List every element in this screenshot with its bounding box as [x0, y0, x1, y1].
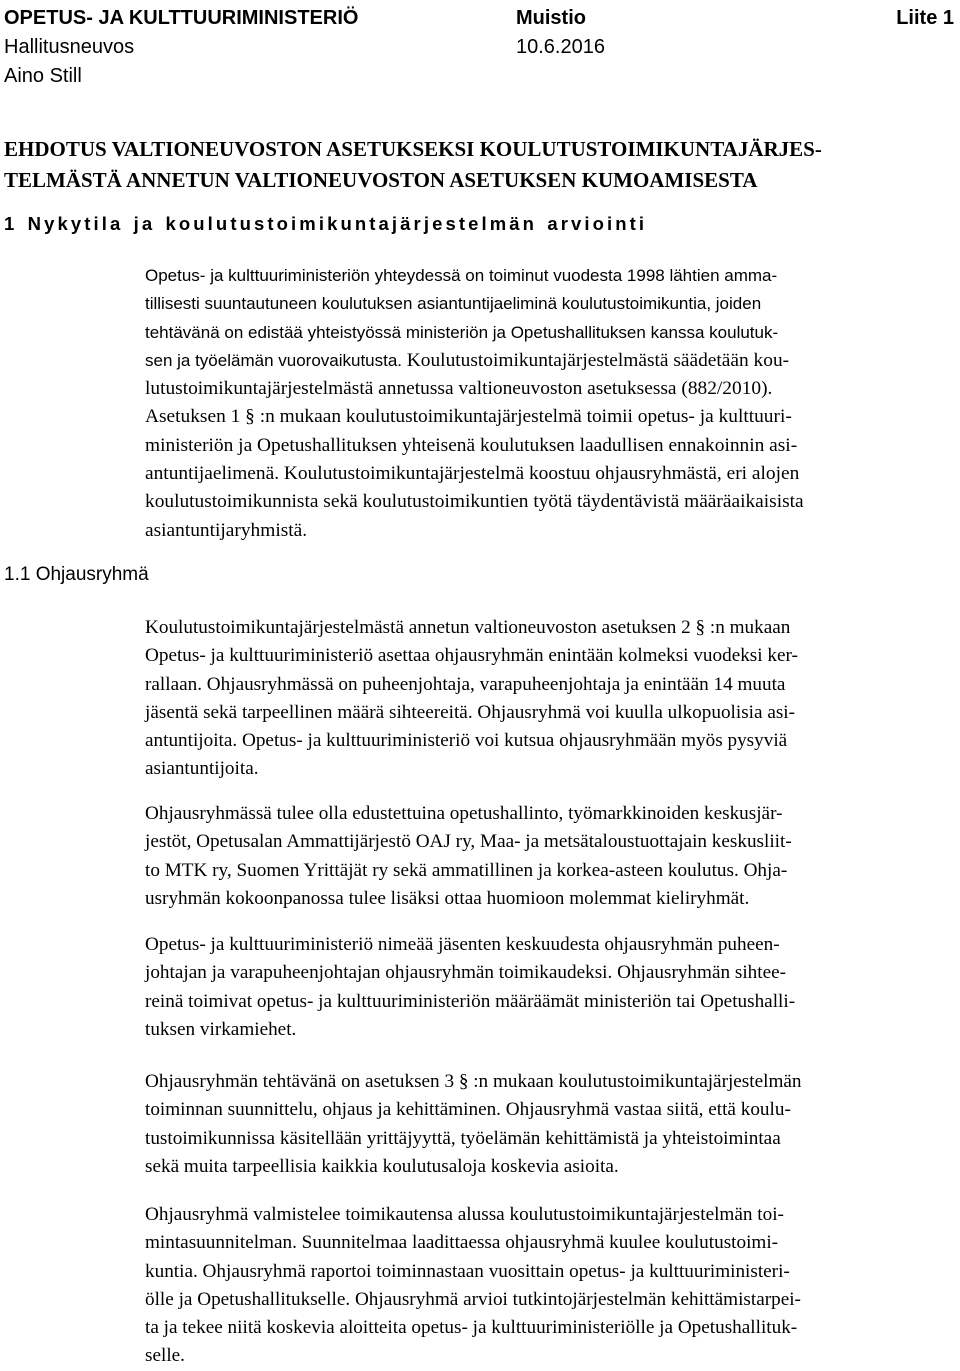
paragraph-line: ölle ja Opetushallitukselle. Ohjausryhmä arvioi tutkintojärjestelmän kehittämistarpei-: [145, 1288, 801, 1310]
paragraph-line: tustoimikunnissa käsitellään yrittäjyyttä, työelämän kehittämistä ja yhteistoimintaa: [145, 1127, 781, 1149]
line-part: sen ja työelämän vuorovaikutusta.: [145, 350, 403, 370]
title-line: TELMÄSTÄ ANNETUN VALTIONEUVOSTON ASETUKSEN KUMOAMISESTA: [4, 168, 758, 192]
paragraph-line: ta ja tekee niitä koskevia aloitteita opetus- ja kulttuuriministeriölle ja Opetushallituk-: [145, 1317, 798, 1339]
paragraph-line: tillisesti suuntautuneen koulutuksen asiantuntijaeliminä koulutustoimikuntia, joiden: [145, 294, 762, 314]
paragraph-line: Ohjausryhmä valmistelee toimikautensa alussa koulutustoimikuntajärjestelmän toi-: [145, 1204, 784, 1225]
paragraph-line: ministeriön ja Opetushallituksen yhteisenä koulutuksen laadullisen ennakoinnin asi-: [145, 434, 798, 456]
paragraph-line: usryhmän kokoonpanossa tulee lisäksi ottaa huomioon molemmat kieliryhmät.: [145, 887, 750, 909]
paragraph-line: Opetus- ja kulttuuriministeriö asettaa ohjausryhmän enintään kolmeksi vuodeksi ker-: [145, 645, 798, 667]
header-row-3: [4, 62, 956, 91]
title-line: EHDOTUS VALTIONEUVOSTON ASETUKSEKSI KOULUTUSTOIMIKUNTAJÄRJES-: [4, 137, 822, 161]
paragraph: [145, 931, 952, 1044]
paragraph-line: tuksen virkamiehet.: [145, 1018, 297, 1040]
paragraph-line: antuntijaelimenä. Koulutustoimikuntajärjestelmä koostuu ohjausryhmästä, eri alojen: [145, 463, 800, 485]
paragraph-line: jäsentä sekä tarpeellinen määrä sihteereitä. Ohjausryhmä voi kuulla ulkopuolisia asi-: [145, 701, 796, 723]
document-type: Muistio: [516, 7, 586, 29]
paragraph-line: Koulutustoimikuntajärjestelmästä annetun valtioneuvoston asetuksen 2 § :n mukaan: [145, 617, 791, 638]
document-date: 10.6.2016: [516, 36, 605, 58]
paragraph: [145, 1201, 952, 1371]
paragraph-line: reinä toimivat opetus- ja kulttuuriministeriön määräämät ministeriön tai Opetushalli-: [145, 990, 796, 1012]
paragraph-line: [145, 347, 952, 375]
paragraph-line: johtajan ja varapuheenjohtajan ohjausryhmän toimikaudeksi. Ohjausryhmän sihtee-: [145, 962, 787, 984]
paragraph-line: jestöt, Opetusalan Ammattijärjestö OAJ ry, Maa- ja metsätaloustuottajain keskusliit-: [145, 831, 792, 853]
ministry-name: OPETUS- JA KULTTUURIMINISTERIÖ: [4, 7, 359, 29]
paragraph-line: sekä muita tarpeellisia kaikkia koulutusaloja koskevia asioita.: [145, 1155, 619, 1177]
paragraph-line: tehtävänä on edistää yhteistyössä ministeriön ja Opetushallituksen kanssa koulutuk-: [145, 322, 779, 342]
section-heading-1-1: 1.1 Ohjausryhmä: [4, 564, 149, 585]
attachment-label: Liite 1: [896, 7, 954, 29]
paragraph-line: Opetus- ja kulttuuriministeriön yhteydessä on toiminut vuodesta 1998 lähtien amma-: [145, 266, 778, 285]
paragraph-line: asiantuntijoita.: [145, 758, 259, 780]
paragraph-line: selle.: [145, 1345, 185, 1367]
paragraph-line: Asetuksen 1 § :n mukaan koulutustoimikuntajärjestelmä toimii opetus- ja kulttuuri-: [145, 406, 792, 428]
paragraph-line: Ohjausryhmässä tulee olla edustettuina opetushallinto, työmarkkinoiden keskusjär-: [145, 803, 783, 824]
paragraph-line: antuntijoita. Opetus- ja kulttuuriministeriö voi kutsua ohjausryhmään myös pysyviä: [145, 730, 788, 752]
paragraph: [145, 1068, 952, 1181]
paragraph-line: asiantuntijaryhmistä.: [145, 519, 308, 541]
paragraph-line: lutustoimikuntajärjestelmästä annetussa valtioneuvoston asetuksessa (882/2010).: [145, 378, 773, 400]
paragraph-line: koulutustoimikunnista sekä koulutustoimikuntien työtä täydentävistä määräaikaisista: [145, 491, 804, 513]
author-name: Aino Still: [4, 65, 82, 87]
line-part-serif: Koulutustoimikuntajärjestelmästä säädetään kou-: [406, 349, 790, 371]
meeting-name: Hallitusneuvos: [4, 36, 135, 58]
section-heading-1: 1 Nykytila ja koulutustoimikuntajärjestelmän arviointi: [4, 213, 648, 234]
document-header: [4, 4, 956, 91]
paragraph: [145, 800, 952, 913]
document-title: [4, 134, 944, 196]
paragraph-line: to MTK ry, Suomen Yrittäjät ry sekä ammatillinen ja korkea-asteen koulutus. Ohja-: [145, 859, 788, 881]
paragraph-line: rallaan. Ohjausryhmässä on puheenjohtaja, varapuheenjohtaja ja enintään 14 muuta: [145, 673, 786, 695]
intro-paragraph: [145, 262, 952, 545]
paragraph-line: kuntia. Ohjausryhmä raportoi toiminnastaan vuosittain opetus- ja kulttuuriministeri-: [145, 1260, 790, 1282]
paragraph-line: Opetus- ja kulttuuriministeriö nimeää jäsenten keskuudesta ohjausryhmän puheen-: [145, 934, 780, 955]
paragraph-line: Ohjausryhmän tehtävänä on asetuksen 3 § :n mukaan koulutustoimikuntajärjestelmän: [145, 1071, 802, 1092]
paragraph-line: toiminnan suunnittelu, ohjaus ja kehittäminen. Ohjausryhmä vastaa siitä, että koulu-: [145, 1099, 791, 1121]
header-row-1: [4, 4, 956, 33]
paragraph: [145, 614, 952, 784]
paragraph-line: mintasuunnitelman. Suunnitelmaa laadittaessa ohjausryhmä kuulee koulutustoimi-: [145, 1232, 779, 1254]
header-row-2: [4, 33, 956, 62]
